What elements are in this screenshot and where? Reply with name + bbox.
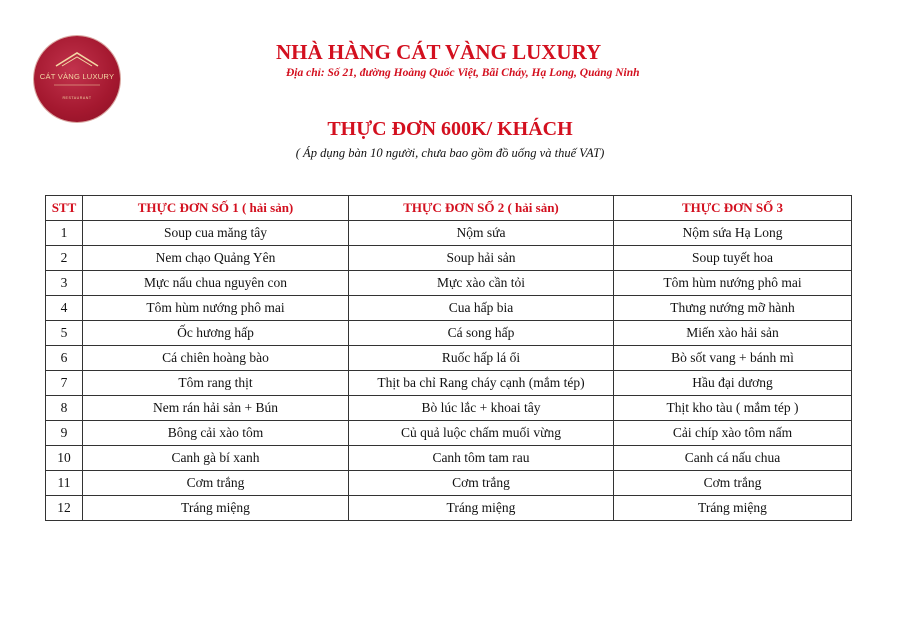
- menu-1-dish: Nem rán hải sản + Bún: [83, 396, 349, 421]
- menu-3-dish: Soup tuyết hoa: [614, 246, 852, 271]
- menu-2-dish: Bò lúc lắc + khoai tây: [349, 396, 614, 421]
- menu-1-dish: Tôm hùm nướng phô mai: [83, 296, 349, 321]
- header-menu-3: THỰC ĐƠN SỐ 3: [614, 196, 852, 221]
- menu-3-dish: Hầu đại dương: [614, 371, 852, 396]
- restaurant-logo: [34, 36, 120, 122]
- row-number: 9: [46, 421, 83, 446]
- menu-3-dish: Miến xào hải sản: [614, 321, 852, 346]
- table-row: [46, 496, 852, 521]
- menu-1-dish: Tôm rang thịt: [83, 371, 349, 396]
- menu-3-dish: Cơm trắng: [614, 471, 852, 496]
- menu-1-dish: Soup cua măng tây: [83, 221, 349, 246]
- row-number: 8: [46, 396, 83, 421]
- menu-2-dish: Mực xào cần tỏi: [349, 271, 614, 296]
- row-number: 5: [46, 321, 83, 346]
- menu-1-dish: Mực nấu chua nguyên con: [83, 271, 349, 296]
- row-number: 10: [46, 446, 83, 471]
- row-number: 11: [46, 471, 83, 496]
- table-row: [46, 421, 852, 446]
- menu-table: [45, 195, 852, 521]
- menu-2-dish: Soup hải sản: [349, 246, 614, 271]
- menu-3-dish: Tráng miệng: [614, 496, 852, 521]
- menu-2-dish: Ruốc hấp lá ổi: [349, 346, 614, 371]
- table-row: [46, 321, 852, 346]
- row-number: 6: [46, 346, 83, 371]
- menu-2-dish: Nộm sứa: [349, 221, 614, 246]
- menu-1-dish: Cơm trắng: [83, 471, 349, 496]
- menu-2-dish: Canh tôm tam rau: [349, 446, 614, 471]
- menu-1-dish: Canh gà bí xanh: [83, 446, 349, 471]
- menu-3-dish: Tôm hùm nướng phô mai: [614, 271, 852, 296]
- logo-text: CÁT VÀNG LUXURY: [39, 72, 115, 81]
- menu-3-dish: Thịt kho tàu ( mắm tép ): [614, 396, 852, 421]
- table-row: [46, 371, 852, 396]
- menu-1-dish: Tráng miệng: [83, 496, 349, 521]
- menu-title: THỰC ĐƠN 600K/ KHÁCH: [327, 118, 573, 140]
- menu-subtitle: ( Áp dụng bàn 10 người, chưa bao gồm đồ uống và thuế VAT): [295, 146, 605, 160]
- menu-1-dish: Ốc hương hấp: [83, 321, 349, 346]
- menu-3-dish: Nộm sứa Hạ Long: [614, 221, 852, 246]
- row-number: 3: [46, 271, 83, 296]
- restaurant-name: NHÀ HÀNG CÁT VÀNG LUXURY: [276, 40, 602, 64]
- table-row: [46, 471, 852, 496]
- menu-1-dish: Bông cải xào tôm: [83, 421, 349, 446]
- header-stt: STT: [46, 196, 83, 221]
- menu-3-dish: Bò sốt vang + bánh mì: [614, 346, 852, 371]
- table-row: [46, 446, 852, 471]
- menu-2-dish: Cá song hấp: [349, 321, 614, 346]
- menu-3-dish: Canh cá nấu chua: [614, 446, 852, 471]
- table-row: [46, 246, 852, 271]
- table-header-row: [46, 196, 852, 221]
- menu-2-dish: Cua hấp bia: [349, 296, 614, 321]
- menu-1-dish: Cá chiên hoàng bào: [83, 346, 349, 371]
- menu-2-dish: Cơm trắng: [349, 471, 614, 496]
- row-number: 7: [46, 371, 83, 396]
- table-row: [46, 271, 852, 296]
- menu-1-dish: Nem chạo Quảng Yên: [83, 246, 349, 271]
- menu-2-dish: Củ quả luộc chấm muối vừng: [349, 421, 614, 446]
- header-menu-1: THỰC ĐƠN SỐ 1 ( hải sản): [83, 196, 349, 221]
- menu-3-dish: Thưng nướng mỡ hành: [614, 296, 852, 321]
- menu-2-dish: Tráng miệng: [349, 496, 614, 521]
- row-number: 1: [46, 221, 83, 246]
- menu-3-dish: Cải chíp xào tôm nấm: [614, 421, 852, 446]
- restaurant-address: Địa chỉ: Số 21, đường Hoàng Quốc Việt, Bãi Cháy, Hạ Long, Quảng Ninh: [286, 67, 640, 79]
- row-number: 2: [46, 246, 83, 271]
- table-row: [46, 396, 852, 421]
- table-row: [46, 296, 852, 321]
- row-number: 4: [46, 296, 83, 321]
- table-row: [46, 221, 852, 246]
- header-menu-2: THỰC ĐƠN SỐ 2 ( hải sản): [349, 196, 614, 221]
- logo-tagline: RESTAURANT: [62, 96, 92, 100]
- table-row: [46, 346, 852, 371]
- row-number: 12: [46, 496, 83, 521]
- menu-2-dish: Thịt ba chỉ Rang cháy cạnh (mắm tép): [349, 371, 614, 396]
